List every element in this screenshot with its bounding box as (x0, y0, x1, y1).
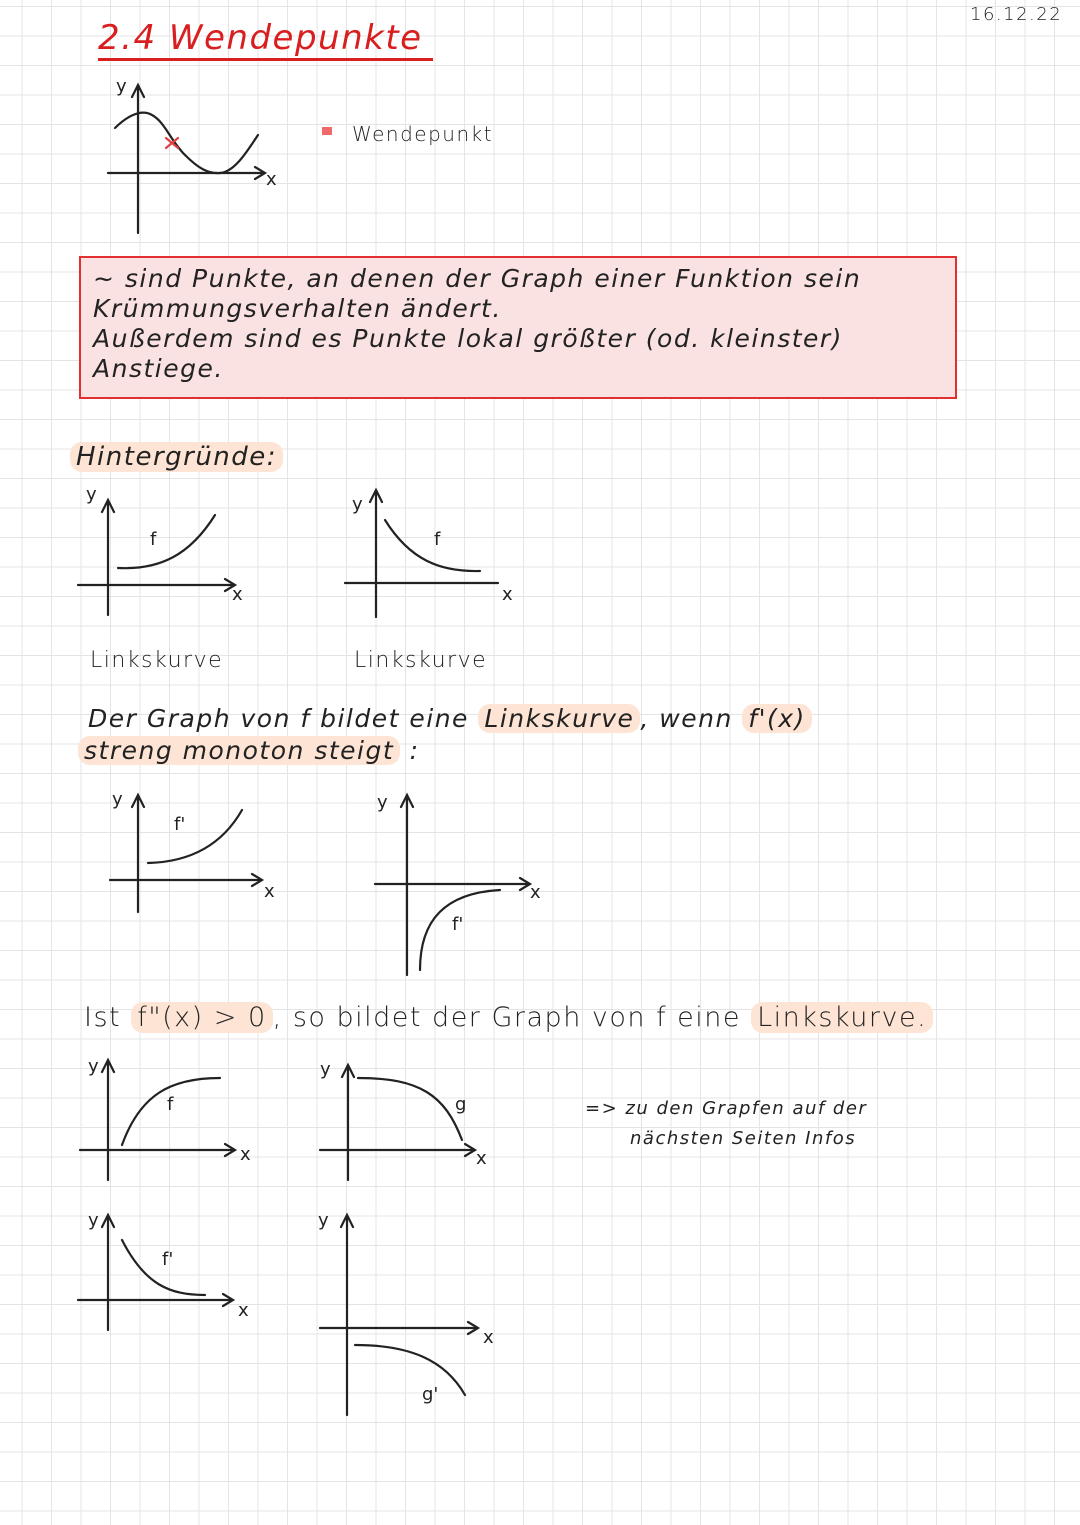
graph-g-prime (318, 1210, 494, 1415)
curve-label: f (167, 1094, 174, 1115)
axis-label: y (352, 494, 363, 515)
note-line: nächsten Seiten Infos (630, 1128, 857, 1149)
highlight: Linkskurve (478, 704, 640, 733)
axis-label: y (86, 484, 97, 505)
graph-f-prime-3 (78, 1210, 249, 1330)
curve-label: f' (174, 814, 186, 835)
axis-label: x (476, 1148, 487, 1169)
graph-f-prime-2 (375, 792, 541, 975)
definition-line: ~ sind Punkte, an denen der Graph einer Funktion sein (93, 264, 862, 293)
curve-label: g (455, 1094, 467, 1115)
axis-label: y (318, 1210, 329, 1231)
axis-label: y (377, 792, 388, 813)
graph-f-increasing (78, 484, 243, 615)
axis-label: x (240, 1144, 251, 1165)
axis-label: x (266, 169, 277, 190)
definition-line: Krümmungsverhalten ändert. (93, 294, 502, 323)
axis-label: x (483, 1327, 494, 1348)
text: , so bildet der Graph von f eine (272, 1002, 742, 1033)
axis-label: x (238, 1300, 249, 1321)
axis-label: x (232, 584, 243, 605)
date: 16.12.22 (970, 4, 1063, 25)
text: Der Graph von f bildet eine (88, 704, 469, 733)
text: Ist (84, 1002, 122, 1033)
axis-label: y (88, 1056, 99, 1077)
axis-label: x (530, 882, 541, 903)
legend-label: Wendepunkt (352, 122, 494, 146)
graph-f-prime-1 (110, 789, 275, 912)
note-line: => zu den Grapfen auf der (585, 1098, 868, 1119)
text: : (409, 736, 420, 765)
highlight: streng monoton steigt (78, 736, 400, 765)
highlight: Linkskurve. (751, 1002, 933, 1033)
axis-label: y (320, 1059, 331, 1080)
highlight: f"(x) > 0 (131, 1002, 272, 1033)
curve-label: f (150, 529, 157, 550)
text: , wenn (640, 704, 733, 733)
curve-label: f' (452, 914, 464, 935)
graph-f-concave (80, 1056, 251, 1180)
axis-label: y (88, 1210, 99, 1231)
curve-label: f (434, 529, 441, 550)
axis-label: x (264, 881, 275, 902)
curve-label-2: Linkskurve (354, 648, 488, 673)
axis-label: x (502, 584, 513, 605)
axis-label: y (112, 789, 123, 810)
page-title: 2.4 Wendepunkte (98, 18, 433, 61)
curve-label: f' (162, 1249, 174, 1270)
axis-label: y (116, 76, 127, 97)
graph-f-decreasing (345, 490, 513, 617)
curve-label: g' (422, 1384, 439, 1405)
highlight: f'(x) (742, 704, 811, 733)
graph-wendepunkt (108, 76, 277, 233)
definition-line: Anstiege. (93, 354, 224, 383)
graph-g (320, 1059, 487, 1180)
curve-label-1: Linkskurve (90, 648, 224, 673)
section-heading: Hintergründe: (70, 442, 283, 472)
definition-line: Außerdem sind es Punkte lokal größter (od. kleinster) (93, 324, 843, 353)
